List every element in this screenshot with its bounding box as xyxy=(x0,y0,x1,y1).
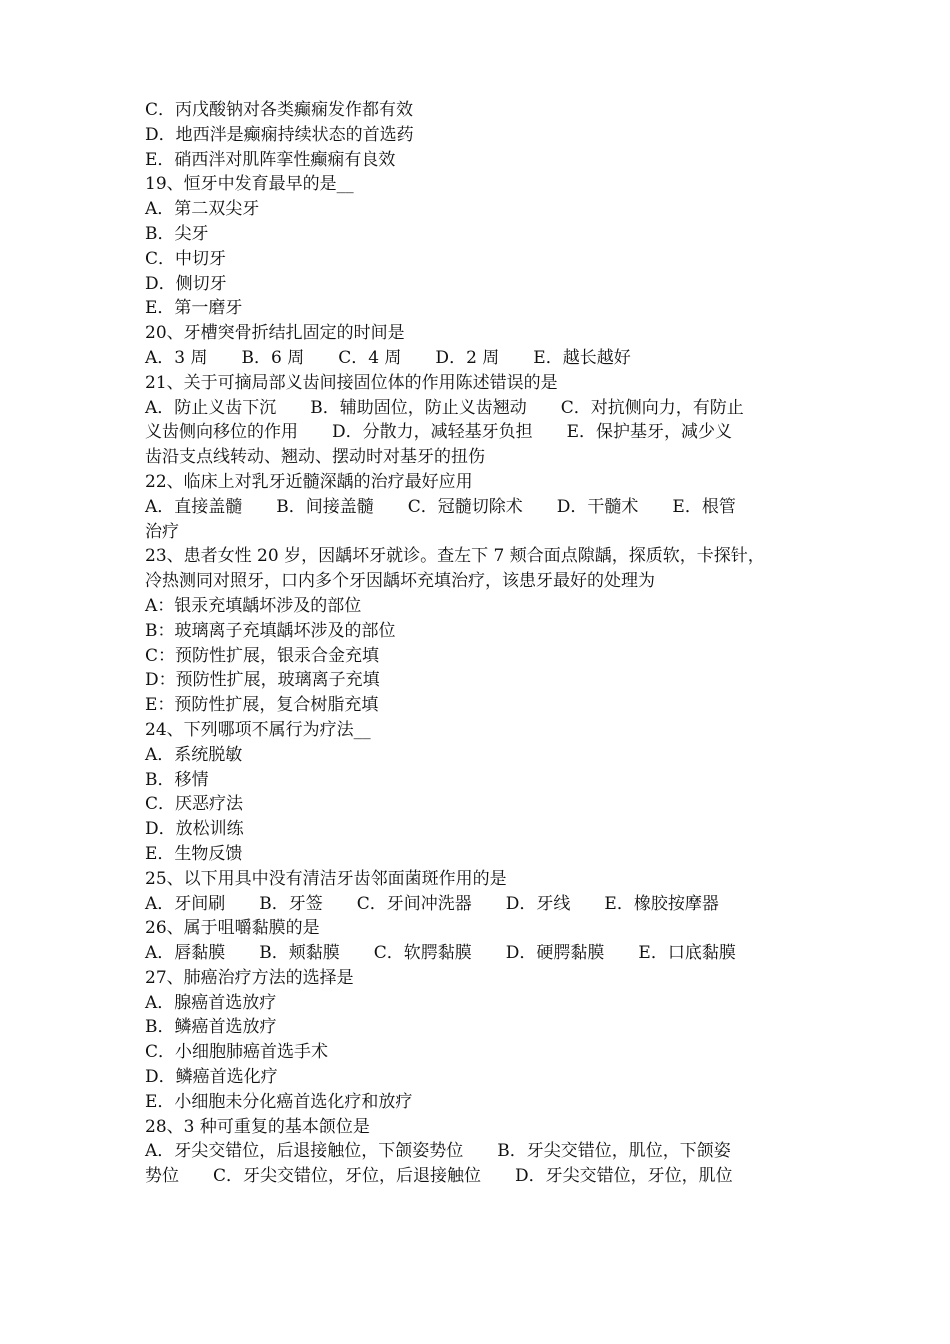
text-line: D．侧切牙 xyxy=(145,273,227,294)
text-line: A．牙间刷 B．牙签 C．牙间冲洗器 D．牙线 E．橡胶按摩器 xyxy=(145,893,719,914)
text-line: 齿沿支点线转动、翘动、摆动时对基牙的扭伤 xyxy=(145,447,485,468)
question-20-stem: 20、牙槽突骨折结扎固定的时间是 xyxy=(145,323,405,344)
text-line: 冷热测同对照牙，口内多个牙因龋坏充填治疗，该患牙最好的处理为 xyxy=(145,571,655,592)
question-23-stem: 23、患者女性 20 岁，因龋坏牙就诊。查左下 7 颊合面点隙龋，探质软，卡探针， xyxy=(145,546,765,567)
text-line: C．中切牙 xyxy=(145,248,227,269)
question-21-stem: 21、关于可摘局部义齿间接固位体的作用陈述错误的是 xyxy=(145,372,558,393)
text-line: B．尖牙 xyxy=(145,223,209,244)
document-body xyxy=(145,98,810,1189)
text-line: A．牙尖交错位，后退接触位，下颌姿势位 B．牙尖交错位，肌位，下颌姿 xyxy=(145,1141,731,1162)
text-line: D．地西泮是癫痫持续状态的首选药 xyxy=(145,124,414,145)
text-line: C：预防性扩展，银汞合金充填 xyxy=(145,645,380,666)
text-line: C．丙戊酸钠对各类癫痫发作都有效 xyxy=(145,100,414,120)
question-28-stem: 28、3 种可重复的基本颌位是 xyxy=(145,1116,370,1137)
text-line: E：预防性扩展，复合树脂充填 xyxy=(145,695,379,716)
text-line: A．防止义齿下沉 B．辅助固位，防止义齿翘动 C．对抗侧向力，有防止 xyxy=(145,397,744,418)
text-line: E．生物反馈 xyxy=(145,843,243,864)
text-line: A．直接盖髓 B．间接盖髓 C．冠髓切除术 D．干髓术 E．根管 xyxy=(145,496,736,517)
text-line: D．鳞癌首选化疗 xyxy=(145,1067,278,1088)
text-line: 势位 C．牙尖交错位，牙位，后退接触位 D．牙尖交错位，牙位，肌位 xyxy=(145,1166,733,1187)
text-line: A．腺癌首选放疗 xyxy=(145,992,277,1013)
text-line: C．小细胞肺癌首选手术 xyxy=(145,1042,329,1063)
question-19-stem: 19、恒牙中发育最早的是__ xyxy=(145,174,354,195)
question-26-stem: 26、属于咀嚼黏膜的是 xyxy=(145,918,320,939)
question-22-stem: 22、临床上对乳牙近髓深龋的治疗最好应用 xyxy=(145,471,473,492)
text-line: A．第二双尖牙 xyxy=(145,199,260,220)
text-line: A．系统脱敏 xyxy=(145,744,243,765)
question-25-stem: 25、以下用具中没有清洁牙齿邻面菌斑作用的是 xyxy=(145,868,507,889)
text-line: 义齿侧向移位的作用 D．分散力，减轻基牙负担 E．保护基牙，减少义 xyxy=(145,422,733,443)
text-line: D．放松训练 xyxy=(145,819,244,840)
text-line: C．厌恶疗法 xyxy=(145,794,244,815)
question-24-stem: 24、下列哪项不属行为疗法__ xyxy=(145,719,371,740)
text-line: A．唇黏膜 B．颊黏膜 C．软腭黏膜 D．硬腭黏膜 E．口底黏膜 xyxy=(145,943,736,964)
text-line: B．移情 xyxy=(145,769,209,790)
text-line: A．3 周 B．6 周 C．4 周 D．2 周 E．越长越好 xyxy=(145,347,631,368)
text-line: B．鳞癌首选放疗 xyxy=(145,1017,277,1038)
question-27-stem: 27、肺癌治疗方法的选择是 xyxy=(145,967,354,988)
text-line: 治疗 xyxy=(145,521,179,542)
text-line: E．第一磨牙 xyxy=(145,298,243,319)
text-line: E．小细胞未分化癌首选化疗和放疗 xyxy=(145,1091,413,1112)
text-line: A：银汞充填龋坏涉及的部位 xyxy=(145,595,362,616)
text-line: E．硝西泮对肌阵挛性癫痫有良效 xyxy=(145,149,396,170)
text-line: D：预防性扩展，玻璃离子充填 xyxy=(145,670,380,691)
text-line: B：玻璃离子充填龋坏涉及的部位 xyxy=(145,620,396,641)
